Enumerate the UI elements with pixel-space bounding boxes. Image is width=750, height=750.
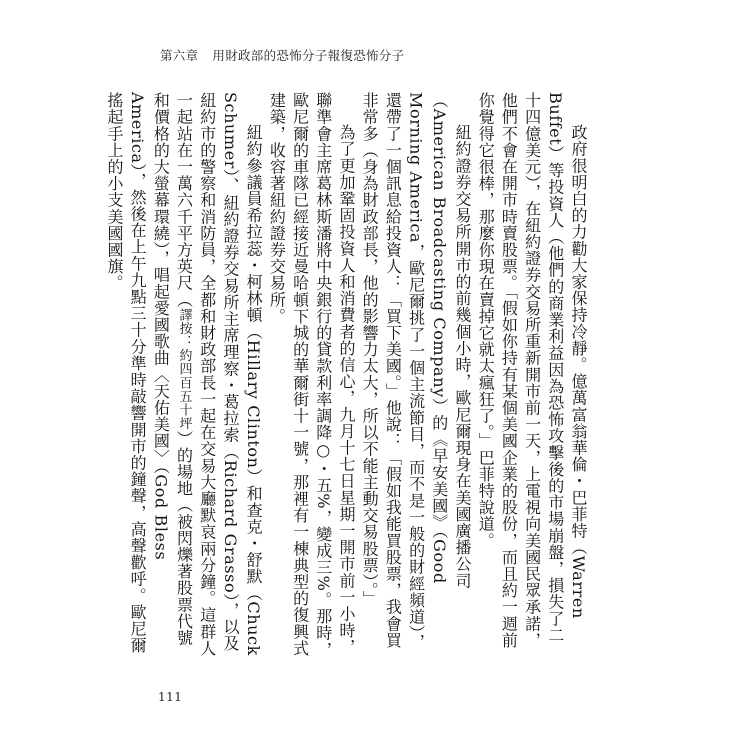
running-header bbox=[160, 46, 404, 64]
translator-note: 譯按：約四百五十坪 bbox=[176, 307, 192, 431]
chapter-label: 第六章 bbox=[160, 48, 199, 63]
chapter-title: 用財政部的恐怖分子報復恐怖分子 bbox=[212, 48, 405, 63]
paragraph-text-continued: ）的場地（被閃爍著股票代號和價格的大螢幕環繞），唱起愛國歌曲〈天佑美國〉（God Bless America），然後在上午九點三十分準時敲響開市的鐘聲，高聲歡呼。歐尼爾搖起手上的小支美國國旗。 bbox=[104, 92, 194, 654]
page-number: 111 bbox=[158, 690, 183, 704]
paragraph: 為了更加鞏固投資人和消費者的信心，九月十七日星期一開市前一小時，聯準會主席葛林斯潘將中央銀行的貸款利率調降○・五%，變成三%。那時，歐尼爾的車隊已經接近曼哈頓下城的華爾街十一號，那裡有一棟典型的復興式建築，收容著紐約證券交易所。 bbox=[267, 92, 356, 658]
paragraph-text: 紐約參議員希拉蕊・柯林頓（Hillary Clinton）和查克・舒默（Chuck Schumer）、紐約證券交易所主席理察・葛拉索（Richard Grasso），以及紐約市的警察和消防員，全都和財政部長一起在交易大廳默哀兩分鐘。這群人一起站在一萬六千平方英尺（ bbox=[174, 92, 264, 657]
paragraph: 紐約證券交易所開市的前幾個小時，歐尼爾現身在美國廣播公司（American Broadcasting Company）的《早安美國》（Good Morning America，歐尼爾挑了一個主流節目，而不是一般的財經頻道），還帶了一個訊息給投資人：「買下美國。」他說：「假如我能買股票，我會買非常多（身為財政部長，他的影響力太大，所以不能主動交易股票）。」 bbox=[360, 92, 472, 651]
paragraph bbox=[103, 92, 265, 658]
body-text bbox=[103, 92, 590, 658]
paragraph: 政府很明白的力勸大家保持冷靜。億萬富翁華倫・巴菲特（Warren Buffet）等投資人（他們的商業利益因為恐怖攻擊後的市場崩盤，損失了二十四億美元），在紐約證券交易所重新開市前一天，上電視向美國民眾承諾，他們不會在開市時賣股票。「假如你持有某個美國企業的股份，而且約一週前你覺得它很棒，那麼你現在賣掉它就太瘋狂了。」巴菲特說道。 bbox=[476, 92, 588, 649]
